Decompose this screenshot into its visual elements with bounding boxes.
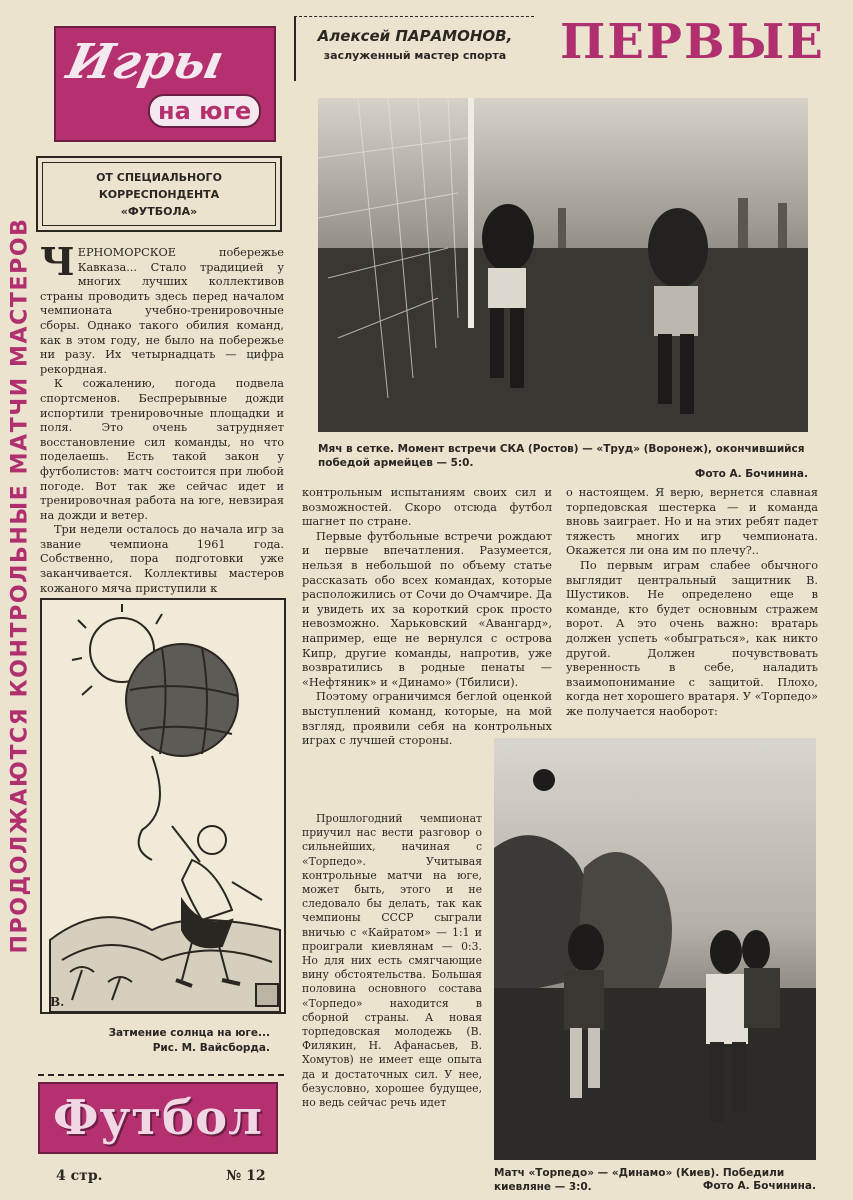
correspondent-box <box>36 156 282 232</box>
author-block <box>294 16 534 81</box>
footer-logo-block <box>38 1074 284 1160</box>
illustration-caption <box>40 1026 270 1056</box>
col1-paragraph-2: К сожалению, погода подвела спортсменов. Беспрерывные дожди испортили тренировочные площадки и поля. Это очень затрудняет восстановление сил команды, но что поделаешь. Есть такой закон у футболистов: матч состоится при любой погоде. Вот так же сейчас идет и тренировочная работа на юге, невзирая на дожди и ветер. <box>40 377 284 522</box>
photo-image <box>318 98 808 432</box>
col3-paragraph-2: По первым играм слабее обычного выглядит центральный защитник В. Шустиков. Не определено еще в команде, кто будет основным стражем ворот. А это очень важно: вратарь должен успеть «обыграться», как никто другой. Должен почувствовать уверенность в себе, наладить взаимопонимание с защитой. Плохо, когда нет хорошего вратаря. У «Торпедо» же получается наоборот: <box>566 558 818 718</box>
col2-paragraph-3: Поэтому ограничимся беглой оценкой выступлений команд, которые, на мой взгляд, проявили себя на контрольных играх с лучшей стороны. <box>302 690 552 748</box>
col1-paragraph-3: Три недели осталось до начала игр за звание чемпиона 1961 года. Собственно, пора подготовки уже заканчивается. Коллективы мастеров кожаного мяча приступили к <box>40 523 284 595</box>
col2-paragraph-1: контрольным испытаниям своих сил и возможностей. Скоро отсюда футбол шагнет по стране. <box>302 486 552 529</box>
illustration-caption-2: Рис. М. Вайсборда. <box>152 1042 270 1054</box>
page-number: 4 стр. <box>56 1168 103 1184</box>
photo2-image <box>494 738 816 1160</box>
article-column-1 <box>40 239 284 596</box>
article-column-2-narrow <box>302 812 482 1110</box>
headline: ПЕРВЫЕ <box>560 14 825 70</box>
col1-paragraph-1: ЕРНОМОРСКОЕ побережье Кавказа... Стало традицией у многих лучших коллективов страны проводить здесь перед началом чемпионата учебно-тренировочные сборы. Однако такого обилия команд, как в этом году, не было на побережье ни разу. Их четырнадцать — цифра рекордная. <box>40 246 284 376</box>
footer-logo: Футбол <box>38 1082 278 1154</box>
issue-number: № 12 <box>226 1168 266 1184</box>
col3-paragraph-1: о настоящем. Я верю, вернется славная торпедовская шестерка — и команда вновь заиграет. Но и на этих ребят падет тяжесть многих игр чемпионата. Окажется ли она им по плечу?.. <box>566 486 818 558</box>
photo2-caption: Матч «Торпедо» — «Динамо» (Киев). Победили киевляне — 3:0. <box>494 1167 785 1193</box>
section-logo <box>54 26 276 142</box>
photo-match-torpedo-dinamo <box>494 738 816 1160</box>
article-column-2 <box>302 486 552 749</box>
illustration-signature: В. <box>50 995 65 1009</box>
photo1-credit: Фото А. Бочинина. <box>694 468 808 480</box>
correspondent-line1: ОТ СПЕЦИАЛЬНОГО <box>96 170 222 184</box>
logo-line2: на юге <box>148 94 261 128</box>
photo-match-ska-trud <box>318 98 808 432</box>
correspondent-line2: КОРРЕСПОНДЕНТА <box>98 187 220 201</box>
author-title: заслуженный мастер спорта <box>323 49 507 62</box>
vertical-banner <box>4 105 36 1065</box>
correspondent-line3: «ФУТБОЛА» <box>120 204 198 218</box>
col2-paragraph-4: Прошлогодний чемпионат приучил нас вести разговор о сильнейших, начиная с «Торпедо». Учитывая контрольные матчи на юге, может быть, этого и не следовало бы делать, так как чемпионы СССР сыграли вничью с «Кайратом» — 1:1 и проиграли киевлянам — 0:3. Но для них есть смягчающие вину обстоятельства. Большая половина основного состава «Торпедо» находится в сборной страны. А новая торпедовская молодежь (В. Филякин, Н. Афанасьев, В. Хомутов) не имеет еще опыта да и достаточных сил. У нее, безусловно, хорошее будущее, но ведь сейчас речь идет <box>302 812 482 1110</box>
illustration-eclipse <box>40 598 286 1014</box>
photo2-credit: Фото А. Бочинина. <box>702 1180 816 1192</box>
vertical-banner-text: ПРОДОЛЖАЮТСЯ КОНТРОЛЬНЫЕ МАТЧИ МАСТЕРОВ <box>7 216 33 954</box>
article-column-3 <box>566 486 818 720</box>
col2-paragraph-2: Первые футбольные встречи рождают и первые впечатления. Разумеется, нельзя в небольшой по объему статье рассказать обо всех командах, которые расположились от Сочи до Очамчире. Да и увидеть их за короткий срок просто невозможно. Харьковский «Авангард», например, еще не вернулся с острова Кипр, другие команды, напротив, уже возвратились в родные пенаты — «Нефтяник» и «Динамо» (Тбилиси). <box>302 529 552 689</box>
illustration-caption-1: Затмение солнца на юге... <box>108 1027 270 1039</box>
cartoon-image <box>42 600 284 1012</box>
author-name: Алексей ПАРАМОНОВ, <box>317 27 513 45</box>
photo1-caption: Мяч в сетке. Момент встречи СКА (Ростов) — «Труд» (Воронеж), окончившийся победой армейцев — 5:0. <box>318 443 805 469</box>
logo-line1: Игры <box>62 34 229 90</box>
dropcap: Ч <box>40 239 75 284</box>
